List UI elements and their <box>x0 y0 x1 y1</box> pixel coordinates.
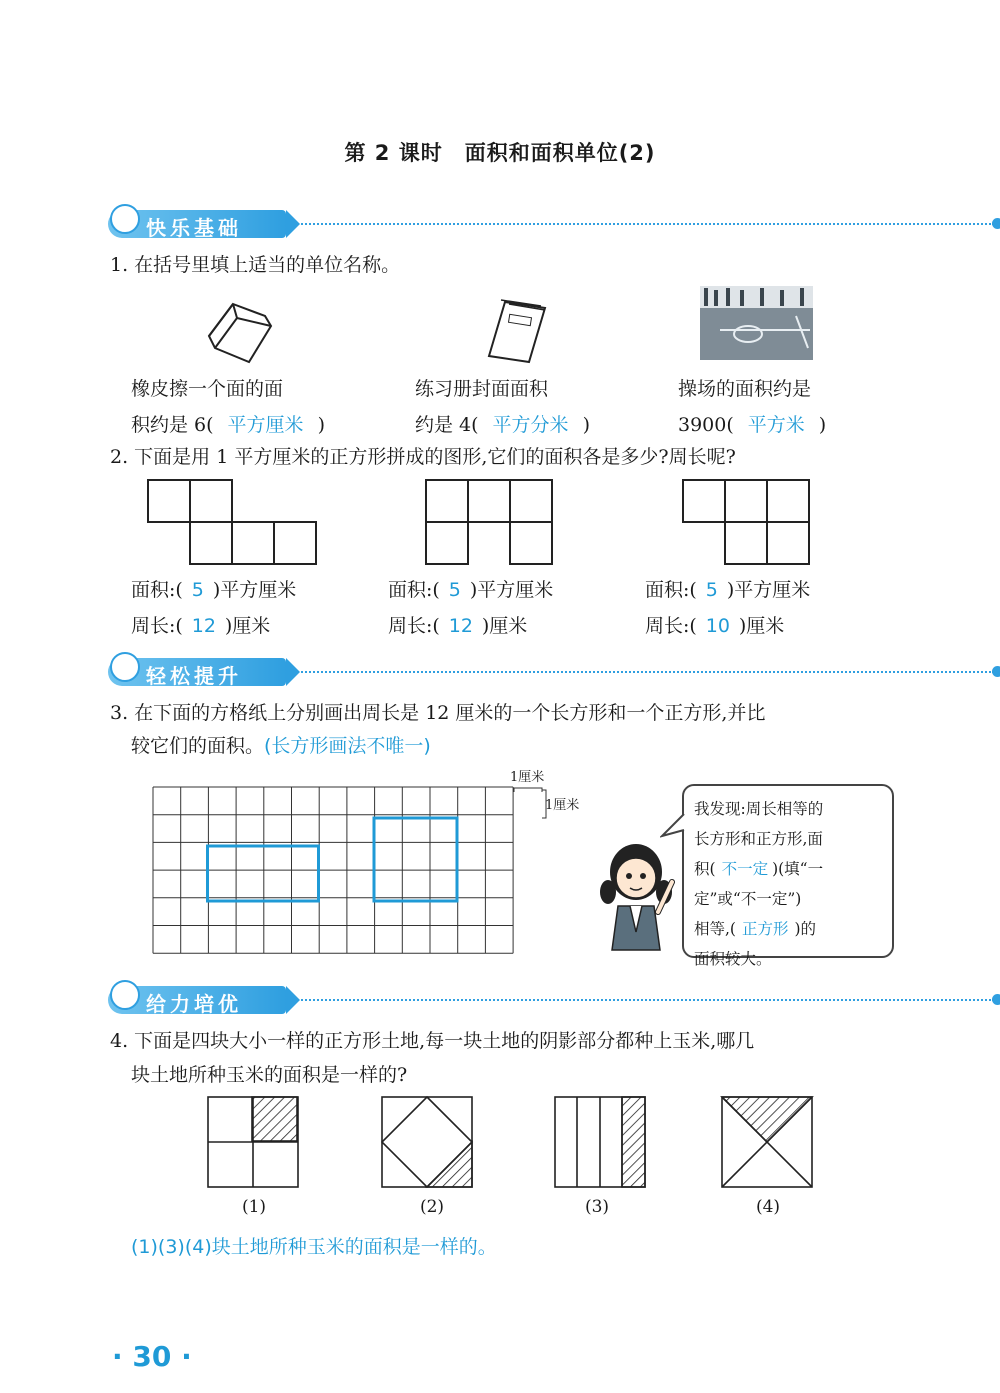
question-3-line1: 3. 在下面的方格纸上分别画出周长是 12 厘米的一个长方形和一个正方形,并比 <box>110 702 766 724</box>
lesson-number: 第 2 课时 <box>344 141 443 165</box>
bubble-answer-2: 正方形 <box>741 920 789 938</box>
bubble-line-2: 长方形和正方形,面 <box>694 830 823 848</box>
drawn-rectangle <box>208 846 319 901</box>
bubble-line-6: 面积较大。 <box>694 950 772 968</box>
q1-item1-line2: 积约是 6( 平方厘米 ) <box>131 414 325 436</box>
unit-width-label: 1厘米 <box>510 770 545 785</box>
girl-illustration <box>596 832 686 957</box>
question-1: 1. 在括号里填上适当的单位名称。 <box>110 254 401 276</box>
eraser-icon <box>205 300 277 366</box>
lesson-topic: 面积和面积单位(2) <box>464 141 656 165</box>
page-number: · 30 · <box>112 1340 192 1373</box>
drawn-square <box>374 818 457 901</box>
grid-paper <box>150 784 550 959</box>
q1-answer-1: 平方厘米 <box>227 414 304 436</box>
clock-icon <box>110 980 140 1010</box>
land-figure-4 <box>722 1097 812 1187</box>
section-banner-basic: 快乐基础 <box>108 208 1000 238</box>
playground-photo <box>700 286 813 360</box>
clock-icon <box>110 204 140 234</box>
question-4-line2: 块土地所种玉米的面积是一样的? <box>131 1064 408 1086</box>
figure-caption-4: (4) <box>755 1197 781 1217</box>
workbook-icon <box>483 298 549 366</box>
q2-figure-1 <box>146 478 318 566</box>
page-title <box>0 137 1000 167</box>
bubble-line-5: 相等,( 正方形 )的 <box>694 920 817 938</box>
q2-fig1-perimeter: 周长:( 12 )厘米 <box>131 615 271 637</box>
q1-answer-2: 平方分米 <box>492 414 569 436</box>
bubble-pointer <box>660 812 686 838</box>
q2-fig2-perimeter: 周长:( 12 )厘米 <box>388 615 528 637</box>
q1-answer-3: 平方米 <box>747 414 805 436</box>
figure-caption-3: (3) <box>584 1197 610 1217</box>
land-figure-3 <box>555 1097 645 1187</box>
q1-item2-line2: 约是 4( 平方分米 ) <box>415 414 590 436</box>
question-3-line2: 较它们的面积。(长方形画法不唯一) <box>131 735 431 757</box>
q2-fig3-area: 面积:( 5 )平方厘米 <box>645 579 811 601</box>
q2-figure-3 <box>681 478 811 566</box>
land-figure-1 <box>208 1097 298 1187</box>
q1-item3-line2: 3900( 平方米 ) <box>678 414 827 436</box>
section-banner-advanced: 给力培优 <box>108 984 1000 1014</box>
bubble-answer-1: 不一定 <box>721 860 769 878</box>
question-2: 2. 下面是用 1 平方厘米的正方形拼成的图形,它们的面积各是多少?周长呢? <box>110 446 736 468</box>
q2-fig3-perimeter: 周长:( 10 )厘米 <box>645 615 785 637</box>
clock-icon <box>110 652 140 682</box>
q1-item1-line1: 橡皮擦一个面的面 <box>131 378 284 400</box>
unit-height-label: 1厘米 <box>545 798 580 813</box>
figure-caption-2: (2) <box>419 1197 445 1217</box>
q2-fig2-area: 面积:( 5 )平方厘米 <box>388 579 554 601</box>
q4-answer: (1)(3)(4)块土地所种玉米的面积是一样的。 <box>131 1236 497 1258</box>
q1-item2-line1: 练习册封面面积 <box>415 378 549 400</box>
question-4-line1: 4. 下面是四块大小一样的正方形土地,每一块土地的阴影部分都种上玉米,哪几 <box>110 1030 755 1052</box>
land-figure-2 <box>382 1097 472 1187</box>
q4-figures <box>200 1092 840 1194</box>
q2-figure-2 <box>424 478 554 566</box>
bubble-line-3: 积( 不一定 )(填“一 <box>694 860 824 878</box>
q2-fig1-area: 面积:( 5 )平方厘米 <box>131 579 297 601</box>
q1-item3-line1: 操场的面积约是 <box>678 378 812 400</box>
bubble-line-4: 定”或“不一定”) <box>694 890 802 908</box>
bubble-line-1: 我发现:周长相等的 <box>694 800 824 818</box>
q3-note: (长方形画法不唯一) <box>264 735 431 757</box>
discovery-bubble <box>682 784 894 968</box>
section-banner-improve: 轻松提升 <box>108 656 1000 686</box>
figure-caption-1: (1) <box>241 1197 267 1217</box>
